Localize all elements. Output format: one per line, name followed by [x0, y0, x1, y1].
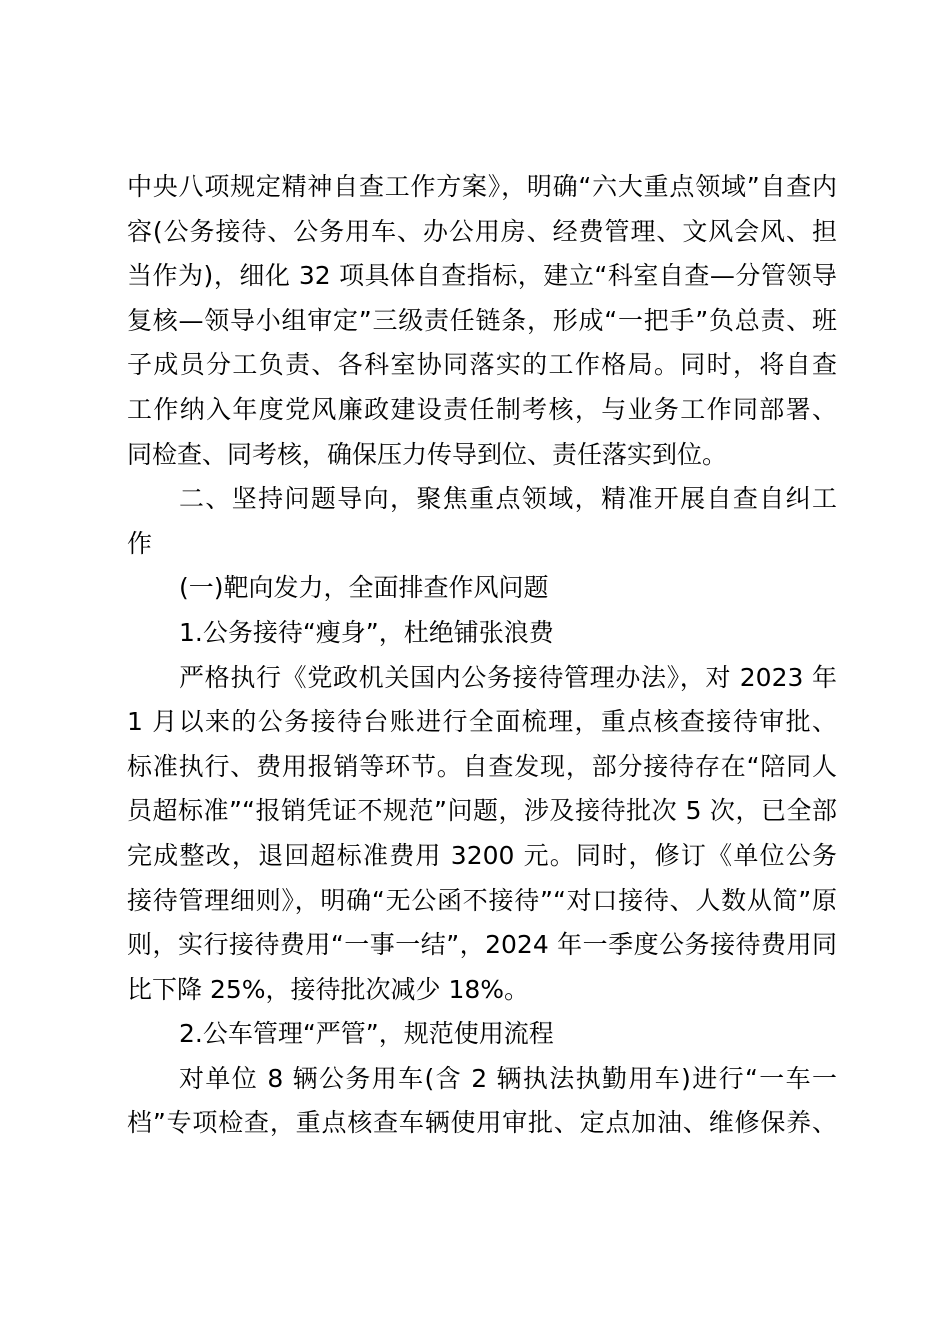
- paragraph-line: 当作为)，细化 32 项具体自查指标，建立“科室自查—分管领导: [127, 261, 837, 291]
- paragraph-line: 则，实行接待费用“一事一结”，2024 年一季度公务接待费用同: [127, 930, 837, 960]
- paragraph-line: 同检查、同考核，确保压力传导到位、责任落实到位。: [127, 439, 728, 469]
- paragraph-line: 复核—领导小组审定”三级责任链条，形成“一把手”负总责、班: [127, 305, 837, 335]
- paragraph-line: 档”专项检查，重点核查车辆使用审批、定点加油、维修保养、: [127, 1108, 837, 1138]
- paragraph-line: 接待管理细则》，明确“无公函不接待”“对口接待、人数从简”原: [127, 885, 837, 915]
- paragraph-line: 完成整改，退回超标准费用 3200 元。同时，修订《单位公务: [127, 840, 837, 870]
- paragraph-line: 标准执行、费用报销等环节。自查发现，部分接待存在“陪同人: [127, 751, 837, 781]
- subsection-heading: (一)靶向发力，全面排查作风问题: [179, 573, 549, 603]
- paragraph-line: 中央八项规定精神自查工作方案》，明确“六大重点领域”自查内: [127, 172, 837, 201]
- item-heading: 1.公务接待“瘦身”，杜绝铺张浪费: [179, 617, 554, 647]
- paragraph-line: 对单位 8 辆公务用车(含 2 辆执法执勤用车)进行“一车一: [179, 1063, 837, 1093]
- item-heading: 2.公车管理“严管”，规范使用流程: [179, 1019, 554, 1049]
- paragraph-line: 1 月以来的公务接待台账进行全面梳理，重点核查接待审批、: [127, 707, 837, 737]
- section-heading-continued: 作: [127, 528, 153, 558]
- paragraph-line: 容(公务接待、公务用车、办公用房、经费管理、文风会风、担: [127, 216, 837, 246]
- document-body: [127, 165, 837, 1146]
- paragraph-line: 工作纳入年度党风廉政建设责任制考核，与业务工作同部署、: [127, 394, 837, 424]
- section-heading: 二、坚持问题导向，聚焦重点领域，精准开展自查自纠工: [179, 484, 837, 514]
- paragraph-line: 子成员分工负责、各科室协同落实的工作格局。同时，将自查: [127, 350, 837, 380]
- paragraph-line: 比下降 25%，接待批次减少 18%。: [127, 974, 530, 1004]
- paragraph-line: 严格执行《党政机关国内公务接待管理办法》，对 2023 年: [179, 662, 837, 692]
- paragraph-line: 员超标准”“报销凭证不规范”问题，涉及接待批次 5 次，已全部: [127, 796, 837, 826]
